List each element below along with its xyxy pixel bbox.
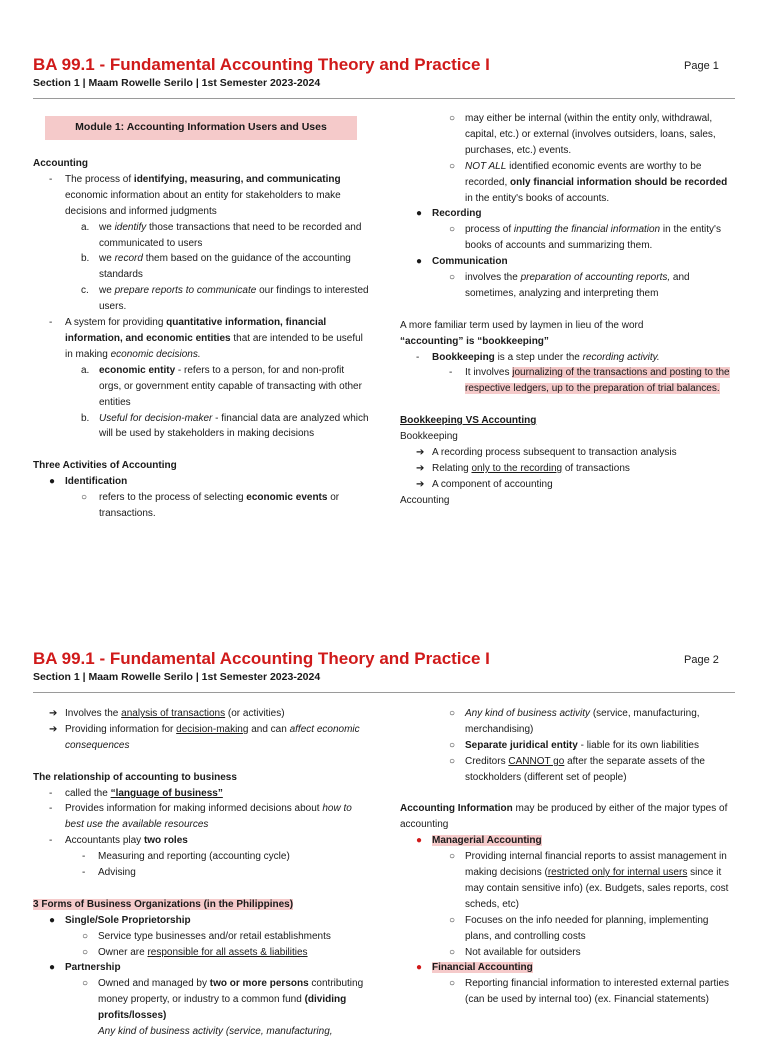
section-heading-accounting: Accounting xyxy=(33,158,88,169)
list-item: ○ Service type businesses and/or retail establishments xyxy=(33,929,369,945)
list-item: ○ refers to the process of selecting economic events or transactions. xyxy=(81,492,340,519)
paragraph: Accounting Information may be produced by either of the major types of accounting xyxy=(400,803,728,831)
list-item: b. Useful for decision-maker - financial data are analyzed which will be used by stakeholders in making decisions xyxy=(81,412,369,440)
list-item: ● Financial Accounting xyxy=(400,960,736,976)
list-item: ● Partnership xyxy=(33,960,369,976)
list-item: ➔ A recording process subsequent to transaction analysis xyxy=(400,445,736,461)
circle-bullet-icon: ○ xyxy=(449,113,456,124)
list-item: - called the “language of business” xyxy=(33,786,369,802)
highlighted-text: journalizing of the transactions and posting to the respective ledgers, up to the preparation of trial balances. xyxy=(465,367,730,395)
paragraph: Bookkeeping xyxy=(400,431,458,443)
document-subtitle: Section 1 | Maam Rowelle Serilo | 1st Semester 2023-2024 xyxy=(33,77,321,89)
circle-bullet-icon: ○ xyxy=(449,272,456,284)
dash-bullet: - xyxy=(49,787,53,799)
list-item: - Advising xyxy=(33,865,369,881)
bullet-icon: ● xyxy=(49,962,56,974)
circle-bullet-icon: ○ xyxy=(82,930,89,942)
list-item: - Measuring and reporting (accounting cycle) xyxy=(33,849,369,865)
bullet-icon: ● xyxy=(49,476,56,488)
list-item: ○ Any kind of business activity (service, manufacturing, merchandising) xyxy=(449,708,700,735)
bullet-icon: ● xyxy=(416,962,423,974)
dash-bullet: - xyxy=(82,867,86,879)
circle-bullet-icon: ○ xyxy=(449,739,456,751)
circle-bullet-icon: ○ xyxy=(449,851,456,863)
list-item: a. economic entity - refers to a person, for and non-profit orgs, or government entity capable of transacting with other entities xyxy=(81,364,362,408)
list-item: ○ process of inputting the financial information in the entity's books of accounts and summarizing them. xyxy=(449,224,721,252)
list-item: a. we identify those transactions that need to be recorded and communicated to users xyxy=(81,221,362,249)
arrow-bullet-icon: ➔ xyxy=(49,723,58,735)
list-item: b. we record them based on the guidance of the accounting standards xyxy=(81,253,351,281)
bullet-icon: ● xyxy=(416,256,423,268)
section-heading-three-activities: Three Activities of Accounting xyxy=(33,460,177,472)
list-item: ○ may either be internal (within the entity only, withdrawal, capital, etc.) or external (involves outsiders, loans, sales, purchases, etc.) events. xyxy=(449,113,716,156)
header-rule xyxy=(33,692,735,693)
circle-bullet-icon: ○ xyxy=(449,224,456,236)
list-item: c. we prepare reports to communicate our findings to interested users. xyxy=(81,285,369,313)
list-item: - A system for providing quantitative information, financial information, and economic entities that are intended to be useful in making economic decisions. xyxy=(49,317,363,360)
list-item: - It involves journalizing of the transactions and posting to the respective ledgers, up to the preparation of trial balances. xyxy=(449,367,730,395)
circle-bullet-icon: ○ xyxy=(449,755,456,767)
list-item: - Provides information for making informed decisions about how to best use the available resources xyxy=(49,803,352,831)
list-item: ○ Reporting financial information to interested external parties (can be used by internal too) (ex. Financial statements) xyxy=(449,978,730,1006)
section-heading-bookkeeping-vs-accounting: Bookkeeping VS Accounting xyxy=(400,415,537,427)
list-item: ● Recording xyxy=(400,206,736,222)
dash-bullet: - xyxy=(49,173,53,185)
arrow-bullet-icon: ➔ xyxy=(416,478,425,490)
bullet-icon: ● xyxy=(49,914,56,926)
circle-bullet-icon: ○ xyxy=(449,160,456,172)
circle-bullet-icon: ○ xyxy=(81,492,88,504)
arrow-bullet-icon: ➔ xyxy=(416,462,425,474)
page1-left-column xyxy=(33,116,369,522)
letter-marker: b. xyxy=(81,412,90,424)
list-item: ➔ Providing information for decision-making and can affect economic consequences xyxy=(49,723,360,751)
paragraph: “accounting” is “bookkeeping” xyxy=(400,335,549,347)
list-item: ○ Owner are responsible for all assets & liabilities xyxy=(33,945,369,961)
page2-left-column xyxy=(33,706,369,1040)
letter-marker: c. xyxy=(81,285,89,297)
letter-marker: b. xyxy=(81,253,90,265)
dash-bullet: - xyxy=(82,851,86,863)
section-heading-relationship: The relationship of accounting to business xyxy=(33,771,237,783)
circle-bullet-icon: ○ xyxy=(449,946,456,958)
header-rule xyxy=(33,98,735,99)
section-heading-business-forms: 3 Forms of Business Organizations (in the Philippines) xyxy=(33,898,294,910)
list-item: ○ Creditors CANNOT go after the separate assets of the stockholders (different set of people) xyxy=(449,755,705,783)
page-2 xyxy=(0,594,768,1038)
list-item: ● Single/Sole Proprietorship xyxy=(33,913,369,929)
circle-bullet-icon: ○ xyxy=(449,978,456,990)
document-subtitle: Section 1 | Maam Rowelle Serilo | 1st Semester 2023-2024 xyxy=(33,671,321,683)
list-item: ● Identification xyxy=(33,474,369,490)
module-heading: Module 1: Accounting Information Users and Uses xyxy=(45,116,357,140)
list-item: ○ Focuses on the info needed for planning, implementing plans, and controlling costs xyxy=(449,914,709,942)
bullet-icon: ● xyxy=(416,835,423,847)
list-item: ○ Not available for outsiders xyxy=(400,945,736,961)
list-item: ➔ Relating only to the recording of transactions xyxy=(400,461,736,477)
list-item: ● Communication xyxy=(400,254,736,270)
document-title: BA 99.1 - Fundamental Accounting Theory and Practice I xyxy=(33,55,490,74)
list-item: ➔ Involves the analysis of transactions (or activities) xyxy=(33,706,369,722)
list-item: ○ NOT ALL identified economic events are worthy to be recorded, only financial information should be recorded in the entity's books of accounts. xyxy=(449,160,728,204)
list-item: - Bookkeeping is a step under the recording activity. xyxy=(400,350,736,366)
list-item: ○ Separate juridical entity - liable for its own liabilities xyxy=(400,738,736,754)
list-item: ○ involves the preparation of accounting reports, and sometimes, analyzing and interpreting them xyxy=(449,272,690,299)
page-number: Page 2 xyxy=(684,654,719,666)
list-item: ○ Providing internal financial reports to assist management in making decisions (restricted only for internal users since it may contain sensitive info) (ex. Budgets, sales reports, cost scheds, etc) xyxy=(449,851,729,910)
list-item: Any kind of business activity (service, manufacturing, xyxy=(98,1026,333,1038)
document-title: BA 99.1 - Fundamental Accounting Theory and Practice I xyxy=(33,649,490,668)
list-item: ➔ A component of accounting xyxy=(400,477,736,493)
page1-right-column xyxy=(400,111,736,509)
arrow-bullet-icon: ➔ xyxy=(416,447,425,458)
paragraph: Accounting xyxy=(400,494,450,506)
list-item: - The process of identifying, measuring, and communicating economic information about an entity for stakeholders to make decisions and informed judgments xyxy=(49,173,341,217)
dash-bullet: - xyxy=(49,835,53,847)
circle-bullet-icon: ○ xyxy=(82,946,89,958)
circle-bullet-icon: ○ xyxy=(449,708,456,719)
list-item: ○ Owned and managed by two or more persons contributing money property, or industry to a common fund (dividing profits/losses) xyxy=(82,978,364,1022)
page2-right-column xyxy=(400,706,736,1008)
paragraph: A more familiar term used by laymen in lieu of the word xyxy=(400,319,644,331)
circle-bullet-icon: ○ xyxy=(82,978,89,990)
circle-bullet-icon: ○ xyxy=(449,914,456,926)
list-item: ● Managerial Accounting xyxy=(400,833,736,849)
list-item: - Accountants play two roles xyxy=(33,833,369,849)
dash-bullet: - xyxy=(416,351,420,363)
letter-marker: a. xyxy=(81,221,90,233)
letter-marker: a. xyxy=(81,364,90,376)
bullet-icon: ● xyxy=(416,208,423,220)
dash-bullet: - xyxy=(49,803,53,815)
dash-bullet: - xyxy=(449,367,453,379)
dash-bullet: - xyxy=(49,317,53,329)
arrow-bullet-icon: ➔ xyxy=(49,708,58,719)
page-number: Page 1 xyxy=(684,60,719,72)
